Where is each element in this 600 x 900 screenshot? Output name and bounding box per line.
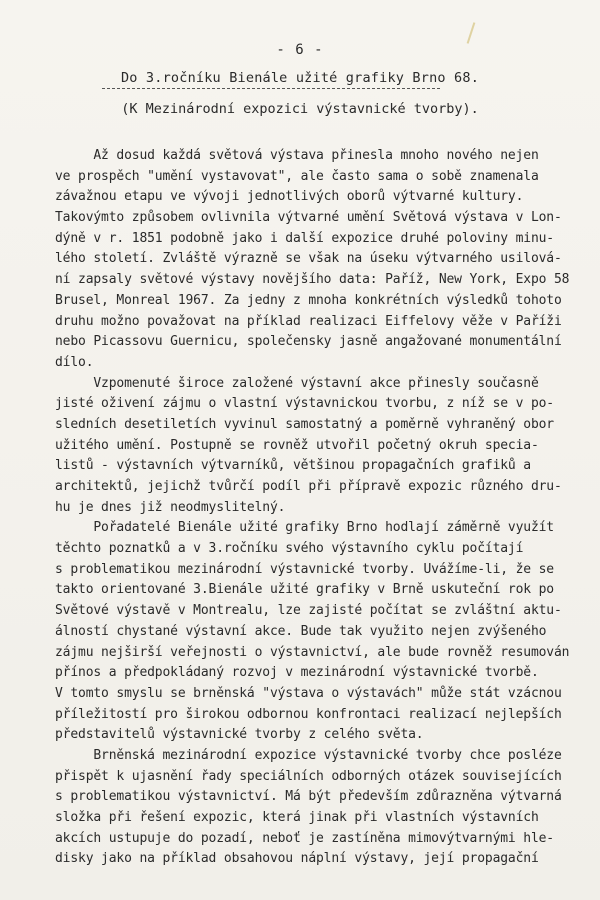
paragraph — [55, 374, 575, 519]
text-line: přispět k ujasnění řady speciálních odborných otázek souvisejících — [55, 768, 562, 784]
text-line: architektů, jejichž tvůrčí podíl při přípravě expozic různého dru- — [55, 479, 562, 494]
text-line: V tomto smyslu se brněnská "výstava o výstavách" může stát vzácnou — [55, 685, 562, 701]
text-line: Světové výstavě v Montrealu, lze zajisté počítat se zvláštní aktu- — [55, 603, 562, 619]
text-line: příležitostí pro širokou odbornou konfrontaci realizací nejlepších — [55, 706, 562, 722]
text-line: dílo. — [55, 354, 94, 370]
text-line: nebo Picassovu Guernicu, společensky jasně angažované monumentální — [55, 334, 562, 350]
paragraph — [55, 746, 575, 870]
text-line: dýně v r. 1851 podobně jako i další expozice druhé poloviny minu- — [55, 230, 554, 246]
text-line: těchto poznatků a v 3.ročníku svého výstavního cyklu počítají — [55, 541, 524, 557]
text-line: ní zapsaly světové výstavy novějšího data: Paříž, New York, Expo 58 — [55, 272, 570, 288]
text-line: s problematikou výstavnictví. Má být především zdůrazněna výtvarná — [55, 789, 562, 805]
document-title: Do 3.ročníku Bienále užité grafiky Brno 68. — [120, 70, 480, 86]
text-line: álností chystané výstavní akce. Bude tak využito nejen zvýšeného — [55, 623, 547, 639]
text-line: Brusel, Monreal 1967. Za jedny z mnoha konkrétních výsledků tohoto — [55, 292, 562, 308]
paragraph — [55, 146, 575, 374]
text-line: Brněnská mezinárodní expozice výstavnické tvorby chce posléze — [55, 747, 562, 763]
title-underline — [102, 88, 440, 89]
text-line: lého století. Zvláště výrazně se však na úseku výtvarného usilová- — [55, 251, 562, 267]
page-number: - 6 - — [276, 42, 324, 58]
text-line: Pořadatelé Bienále užité grafiky Brno hodlají záměrně využít — [55, 520, 554, 536]
text-line: druhu možno považovat na příklad realizaci Eiffelovy věže v Paříži — [55, 313, 562, 329]
document-body — [55, 146, 575, 870]
paragraph — [55, 518, 575, 746]
text-line: ve prospěch "umění vystavovat", ale často sama o sobě znamenala — [55, 168, 539, 184]
text-line: přínos a předpokládaný rozvoj v mezinárodní výstavnické tvorbě. — [55, 665, 539, 681]
text-line: takto orientované 3.Bienále užité grafiky v Brně uskuteční rok po — [55, 582, 554, 598]
text-line: užitého umění. Postupně se rovněž utvořil početný okruh specia- — [55, 437, 539, 453]
text-line: Až dosud každá světová výstava přinesla mnoho nového nejen — [55, 148, 539, 163]
text-line: Vzpomenuté široce založené výstavní akce přinesly současně — [55, 375, 539, 391]
text-line: závažnou etapu ve vývoji jednotlivých oborů výtvarné kultury. — [55, 189, 524, 205]
text-line: hu je dnes již neodmyslitelný. — [55, 499, 286, 515]
text-line: disky jako na příklad obsahovou náplní výstavy, její propagační — [55, 851, 539, 867]
text-line: jisté oživení zájmu o vlastní výstavnickou tvorbu, z níž se v po- — [55, 396, 554, 412]
text-line: zájmu nejširší veřejnosti o výstavnictví, ale bude rovněž resumován — [55, 644, 570, 660]
pencil-mark — [467, 22, 476, 44]
text-line: představitelů výstavnické tvorby z celého světa. — [55, 727, 424, 743]
document-subtitle: (K Mezinárodní expozici výstavnické tvorby). — [121, 101, 479, 117]
text-line: sledních desetiletích vyvinul samostatný a poměrně vyhraněný obor — [55, 416, 554, 432]
text-line: Takovýmto způsobem ovlivnila výtvarné umění Světová výstava v Lon- — [55, 210, 562, 226]
text-line: akcích ustupuje do pozadí, neboť je zastíněna mimovýtvarnými hle- — [55, 830, 554, 846]
text-line: s problematikou mezinárodní výstavnické tvorby. Uvážíme-li, že se — [55, 561, 554, 577]
text-line: složka při řešení expozic, která jinak při vlastních výstavních — [55, 810, 539, 825]
text-line: listů - výstavních výtvarníků, většinou propagačních grafiků a — [55, 458, 531, 474]
